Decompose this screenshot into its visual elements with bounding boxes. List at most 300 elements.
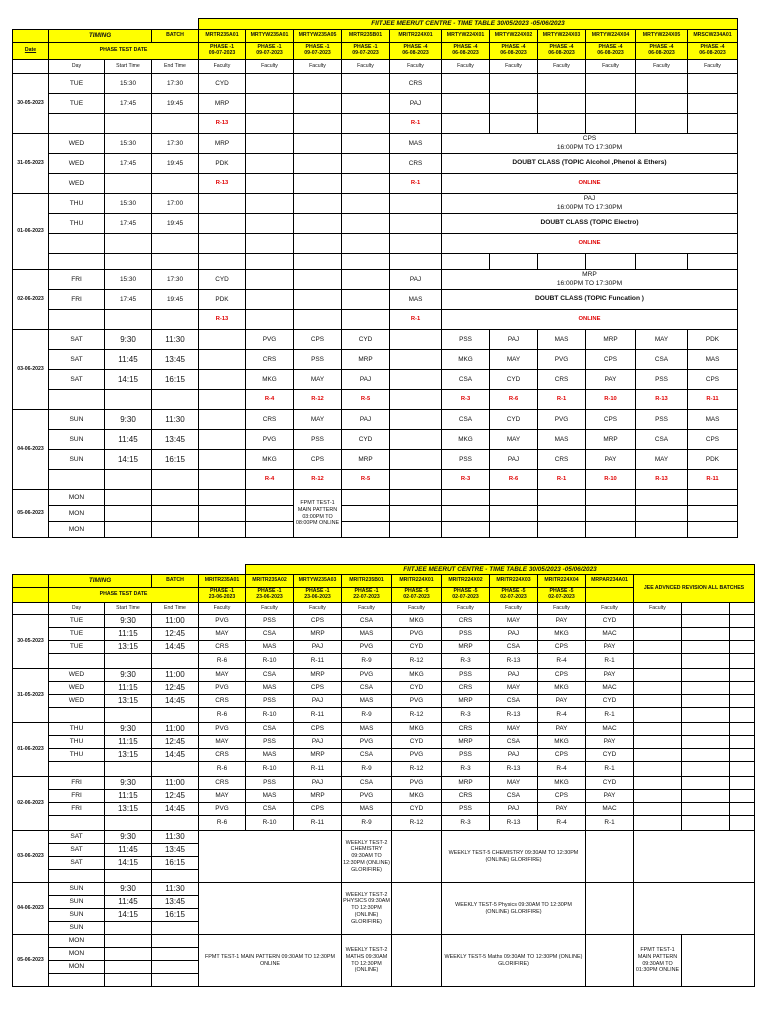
faculty-cell: PVG [342, 790, 392, 803]
empty-cell [730, 736, 755, 749]
empty-cell [246, 490, 294, 506]
faculty-cell: PSS [294, 430, 342, 450]
table-row [13, 410, 755, 430]
phase-date-value: 09-07-2023 [208, 50, 236, 56]
faculty-cell: CSA [342, 749, 392, 762]
faculty-cell [390, 330, 442, 350]
end-time: 13:45 [152, 896, 199, 909]
phase-date [392, 588, 442, 603]
date-cell: 01-06-2023 [13, 723, 49, 777]
room-cell: R-1 [390, 114, 442, 134]
phase-date [490, 43, 538, 60]
doubt-class-topic: DOUBT CLASS (TOPIC Electro) [442, 214, 738, 234]
empty-cell [688, 490, 738, 506]
empty-cell [105, 490, 152, 506]
empty-cell [152, 114, 199, 134]
phase-date-value: 06-08-2023 [452, 50, 479, 56]
empty-cell [634, 628, 682, 641]
empty-cell [342, 134, 390, 154]
faculty-name: MRP [582, 270, 597, 278]
empty-cell [730, 790, 755, 803]
phase-label: PHASE -5 [453, 588, 478, 595]
room-cell: R-3 [442, 762, 490, 777]
phase-date [246, 588, 294, 603]
faculty-cell [390, 350, 442, 370]
faculty-header: Faculty [199, 603, 246, 615]
faculty-cell: CPS [688, 370, 738, 390]
batch-code: MRITR224X01 [390, 30, 442, 43]
empty-cell [49, 114, 105, 134]
table-cell [738, 522, 755, 538]
end-time: 11:00 [152, 777, 199, 790]
empty-cell [586, 490, 636, 506]
end-time: 17:00 [152, 194, 199, 214]
faculty-cell: PDK [199, 290, 246, 310]
date-cell: 03-06-2023 [13, 330, 49, 410]
phase-label: PHASE -5 [549, 588, 574, 595]
end-time: 12:45 [152, 628, 199, 641]
faculty-cell: MRP [442, 641, 490, 654]
phase-label: PHASE -4 [549, 44, 574, 51]
faculty-cell: CSA [636, 350, 688, 370]
table-cell [738, 410, 755, 430]
phase-label: PHASE -4 [649, 44, 674, 51]
empty-cell [634, 695, 682, 708]
batch-code: MRITR235B01 [342, 575, 392, 588]
end-time: 11:00 [152, 669, 199, 682]
empty-cell [105, 390, 152, 410]
empty-cell [688, 94, 738, 114]
room-cell: R-9 [342, 654, 392, 669]
faculty-cell: PAJ [342, 410, 390, 430]
date-cell: 30-05-2023 [13, 74, 49, 134]
faculty-cell: CRS [246, 410, 294, 430]
day-cell: THU [49, 723, 105, 736]
date-cell: 04-06-2023 [13, 410, 49, 490]
end-time-header-2: End Time [152, 603, 199, 615]
table-row [13, 749, 755, 762]
empty-cell [682, 695, 730, 708]
fpmt-test-note: FPMT TEST-1 MAIN PATTERN 03:00PM TO 08:00PM ONLINE [294, 490, 342, 538]
day-cell: SUN [49, 430, 105, 450]
faculty-cell: CPS [586, 410, 636, 430]
empty-cell [152, 935, 199, 948]
batch-code: MRPAR234A01 [586, 575, 634, 588]
table-row [13, 290, 755, 310]
room-cell: R-4 [246, 470, 294, 490]
table-cell [738, 234, 755, 254]
empty-cell [442, 94, 490, 114]
empty-cell [246, 94, 294, 114]
faculty-cell: MRP [342, 350, 390, 370]
empty-cell [105, 961, 152, 974]
faculty-cell: MAS [342, 803, 392, 816]
day-cell: TUE [49, 74, 105, 94]
faculty-cell: MKG [392, 669, 442, 682]
faculty-cell: PVG [342, 641, 392, 654]
faculty-cell: PSS [246, 736, 294, 749]
empty-cell [342, 154, 390, 174]
day-cell: THU [49, 214, 105, 234]
day-cell: SUN [49, 909, 105, 922]
empty-cell [688, 254, 738, 270]
day-cell: MON [49, 961, 105, 974]
table-row [13, 370, 755, 390]
start-time-header: Start Time [105, 60, 152, 74]
empty-cell [342, 194, 390, 214]
empty-cell [682, 790, 730, 803]
room-cell: R-13 [490, 816, 538, 831]
faculty-cell: PSS [246, 615, 294, 628]
faculty-cell: CRS [442, 615, 490, 628]
faculty-cell: MKG [538, 628, 586, 641]
phase-date [490, 588, 538, 603]
faculty-cell: PVG [538, 410, 586, 430]
day-cell: TUE [49, 628, 105, 641]
table-row [13, 234, 755, 254]
empty-cell [342, 506, 390, 522]
empty-cell [688, 74, 738, 94]
start-time: 13:15 [105, 695, 152, 708]
faculty-cell: CPS [538, 669, 586, 682]
timing-header-2: TIMING [49, 575, 152, 588]
empty-cell [634, 682, 682, 695]
empty-cell [538, 506, 586, 522]
empty-cell [586, 522, 636, 538]
room-cell: R-11 [688, 470, 738, 490]
faculty-cell: PSS [442, 749, 490, 762]
faculty-cell: CRS [538, 370, 586, 390]
empty-cell [730, 603, 755, 615]
empty-cell [490, 506, 538, 522]
faculty-header: Faculty [294, 603, 342, 615]
faculty-cell: CRS [390, 74, 442, 94]
faculty-header: Faculty [538, 60, 586, 74]
empty-cell [392, 831, 442, 883]
faculty-cell: MAS [342, 723, 392, 736]
empty-cell [152, 390, 199, 410]
table-row [13, 736, 755, 749]
phase-label: PHASE -1 [257, 588, 282, 595]
empty-cell [246, 174, 294, 194]
phase-date-value: 06-08-2023 [597, 50, 624, 56]
empty-cell [342, 74, 390, 94]
empty-cell [105, 506, 152, 522]
batch-code: MRTYW235A05 [294, 30, 342, 43]
empty-cell [294, 134, 342, 154]
room-cell: R-1 [390, 310, 442, 330]
room-cell: R-4 [538, 762, 586, 777]
table-row [13, 816, 755, 831]
faculty-cell: CYD [199, 74, 246, 94]
faculty-cell: CYD [342, 430, 390, 450]
room-cell: R-10 [246, 708, 294, 723]
faculty-cell: CYD [490, 410, 538, 430]
faculty-cell: CPS [586, 350, 636, 370]
phase-date [342, 588, 392, 603]
day-cell: TUE [49, 615, 105, 628]
empty-cell [682, 723, 730, 736]
start-time: 9:30 [105, 330, 152, 350]
faculty-cell: MAS [688, 410, 738, 430]
phase-label: PHASE -1 [210, 588, 234, 595]
faculty-cell: CRS [390, 154, 442, 174]
faculty-cell: MAY [199, 669, 246, 682]
table-cell [738, 154, 755, 174]
empty-cell [730, 654, 755, 669]
room-cell: R-13 [636, 390, 688, 410]
faculty-cell [199, 410, 246, 430]
faculty-cell: CYD [342, 330, 390, 350]
faculty-cell: CSA [246, 628, 294, 641]
phase-label: PHASE -1 [305, 588, 330, 595]
faculty-cell: MKG [442, 430, 490, 450]
faculty-cell: PAJ [490, 450, 538, 470]
empty-cell [538, 94, 586, 114]
table-cell [738, 270, 755, 290]
phase-test-date-header-2: PHASE TEST DATE [49, 588, 199, 603]
start-time: 13:15 [105, 641, 152, 654]
empty-cell [342, 114, 390, 134]
faculty-cell: PVG [392, 749, 442, 762]
empty-cell [730, 628, 755, 641]
room-cell: R-9 [342, 762, 392, 777]
day-cell: MON [49, 490, 105, 506]
faculty-cell: MKG [246, 450, 294, 470]
empty-cell [682, 641, 730, 654]
faculty-cell: MAY [199, 736, 246, 749]
empty-cell [152, 490, 199, 506]
start-time: 11:45 [105, 896, 152, 909]
batch-code: MRITR235A02 [246, 575, 294, 588]
faculty-cell: CYD [392, 803, 442, 816]
empty-cell [636, 94, 688, 114]
table-row [13, 390, 755, 410]
table-row [13, 628, 755, 641]
faculty-cell [390, 430, 442, 450]
phase-date-value: 23-06-2023 [256, 594, 283, 600]
faculty-cell: CRS [199, 777, 246, 790]
empty-cell [246, 134, 294, 154]
start-time: 9:30 [105, 615, 152, 628]
batch-code: MRTYW235A01 [246, 30, 294, 43]
faculty-cell: CRS [199, 641, 246, 654]
empty-cell [105, 310, 152, 330]
empty-cell [490, 114, 538, 134]
table-row [13, 94, 755, 114]
start-time: 11:15 [105, 736, 152, 749]
weekly-test-2-note: WEEKLY TEST-2 CHEMISTRY 09:30AM TO 12:30PM (ONLINE) GLORIFIRE) [342, 831, 392, 883]
faculty-cell: MAS [246, 749, 294, 762]
empty-cell [105, 816, 152, 831]
table-row [13, 134, 755, 154]
empty-cell [682, 654, 730, 669]
empty-cell [490, 522, 538, 538]
faculty-cell: CSA [246, 669, 294, 682]
faculty-cell: MKG [392, 723, 442, 736]
faculty-cell: CRS [246, 350, 294, 370]
faculty-cell: PAJ [294, 641, 342, 654]
empty-cell [294, 174, 342, 194]
day-header: Day [49, 60, 105, 74]
faculty-cell: PVG [342, 736, 392, 749]
faculty-cell: MAS [246, 682, 294, 695]
table-row [13, 682, 755, 695]
empty-cell [152, 922, 199, 935]
table-row [13, 214, 755, 234]
empty-cell [246, 310, 294, 330]
faculty-header: Faculty [442, 603, 490, 615]
batch-header: BATCH [152, 30, 199, 43]
empty-cell [199, 194, 246, 214]
phase-date [294, 43, 342, 60]
doubt-class-time: 16:00PM TO 17:30PM [556, 203, 623, 211]
empty-cell [682, 736, 730, 749]
faculty-cell: PSS [442, 628, 490, 641]
empty-cell [682, 762, 730, 777]
start-time: 13:15 [105, 803, 152, 816]
empty-cell [105, 114, 152, 134]
table-row [13, 154, 755, 174]
empty-cell [634, 883, 755, 935]
table-cell [738, 330, 755, 350]
table-row [13, 803, 755, 816]
empty-cell [105, 470, 152, 490]
empty-cell [730, 669, 755, 682]
phase-date-value: 23-06-2023 [208, 594, 236, 600]
table-row [13, 194, 755, 214]
faculty-cell: MAS [342, 628, 392, 641]
phase-date-value: 23-06-2023 [304, 594, 331, 600]
room-cell: R-12 [392, 654, 442, 669]
empty-cell [246, 234, 294, 254]
table-row [13, 74, 755, 94]
faculty-cell: CPS [294, 450, 342, 470]
faculty-cell: PVG [199, 723, 246, 736]
faculty-cell: CYD [392, 736, 442, 749]
phase-date-value: 22-07-2023 [353, 594, 380, 600]
phase-date [342, 43, 390, 60]
empty-cell [390, 506, 442, 522]
table-row [13, 430, 755, 450]
faculty-cell: PAJ [490, 628, 538, 641]
timetable-sheet-1 [12, 18, 754, 538]
empty-cell [152, 974, 199, 987]
faculty-cell: PAJ [390, 270, 442, 290]
end-time: 19:45 [152, 94, 199, 114]
batch-code: MRITR224X02 [442, 575, 490, 588]
phase-date-value: 02-07-2023 [403, 594, 430, 600]
end-time: 16:15 [152, 370, 199, 390]
empty-cell [152, 522, 199, 538]
empty-cell [246, 254, 294, 270]
faculty-cell: MRP [586, 430, 636, 450]
faculty-cell: MRP [442, 695, 490, 708]
faculty-cell: MAS [390, 134, 442, 154]
day-cell: MON [49, 522, 105, 538]
phase-date-value: 06-08-2023 [500, 50, 527, 56]
faculty-cell: PAJ [490, 330, 538, 350]
day-cell: FRI [49, 790, 105, 803]
phase-date [538, 588, 586, 603]
day-cell: MON [49, 506, 105, 522]
empty-cell [199, 522, 246, 538]
phase-date [586, 43, 636, 60]
faculty-cell: MKG [538, 682, 586, 695]
phase-label: PHASE -5 [404, 588, 429, 595]
faculty-cell: PAJ [490, 669, 538, 682]
faculty-cell: PVG [246, 430, 294, 450]
faculty-cell: MRP [342, 450, 390, 470]
empty-cell [730, 816, 755, 831]
date-header: Date [13, 43, 49, 60]
empty-cell [105, 708, 152, 723]
empty-cell [586, 883, 634, 935]
start-time: 15:30 [105, 270, 152, 290]
batch-code: MRTYW224X02 [490, 30, 538, 43]
empty-cell [634, 749, 682, 762]
table-cell [738, 390, 755, 410]
faculty-cell [199, 330, 246, 350]
faculty-header: Faculty [199, 60, 246, 74]
table-cell [738, 310, 755, 330]
faculty-cell: CSA [342, 615, 392, 628]
empty-cell [490, 74, 538, 94]
empty-cell [442, 114, 490, 134]
table-row [13, 114, 755, 134]
table-row [13, 506, 755, 522]
empty-cell [636, 506, 688, 522]
phase-date-value: 06-08-2023 [402, 50, 429, 56]
date-cell: 31-05-2023 [13, 669, 49, 723]
faculty-cell: MAY [294, 370, 342, 390]
phase-label: PHASE -1 [354, 588, 379, 595]
spacer [738, 30, 755, 43]
phase-label: PHASE -5 [501, 588, 526, 595]
spacer [738, 43, 755, 60]
room-cell: R-12 [294, 470, 342, 490]
day-cell: TUE [49, 94, 105, 114]
empty-cell [682, 628, 730, 641]
start-time: 11:45 [105, 430, 152, 450]
empty-cell [490, 254, 538, 270]
faculty-cell: PVG [392, 628, 442, 641]
faculty-cell: PAY [586, 370, 636, 390]
start-time: 15:30 [105, 134, 152, 154]
empty-cell [49, 254, 105, 270]
empty-cell [730, 762, 755, 777]
phase-date [636, 43, 688, 60]
empty-cell [105, 522, 152, 538]
empty-cell [538, 490, 586, 506]
empty-cell [538, 522, 586, 538]
doubt-class-note [442, 134, 738, 154]
faculty-cell: CSA [490, 695, 538, 708]
faculty-header: Faculty [490, 60, 538, 74]
room-cell: R-1 [538, 470, 586, 490]
faculty-cell: CPS [294, 803, 342, 816]
room-cell: R-6 [199, 654, 246, 669]
timing-header: TIMING [49, 30, 152, 43]
room-cell [199, 470, 246, 490]
phase-label: PHASE -4 [501, 44, 526, 51]
day-cell: THU [49, 749, 105, 762]
table-row [13, 641, 755, 654]
faculty-cell [390, 410, 442, 430]
empty-cell [342, 522, 390, 538]
batch-code: MRITR235A01 [199, 575, 246, 588]
empty-cell [730, 749, 755, 762]
